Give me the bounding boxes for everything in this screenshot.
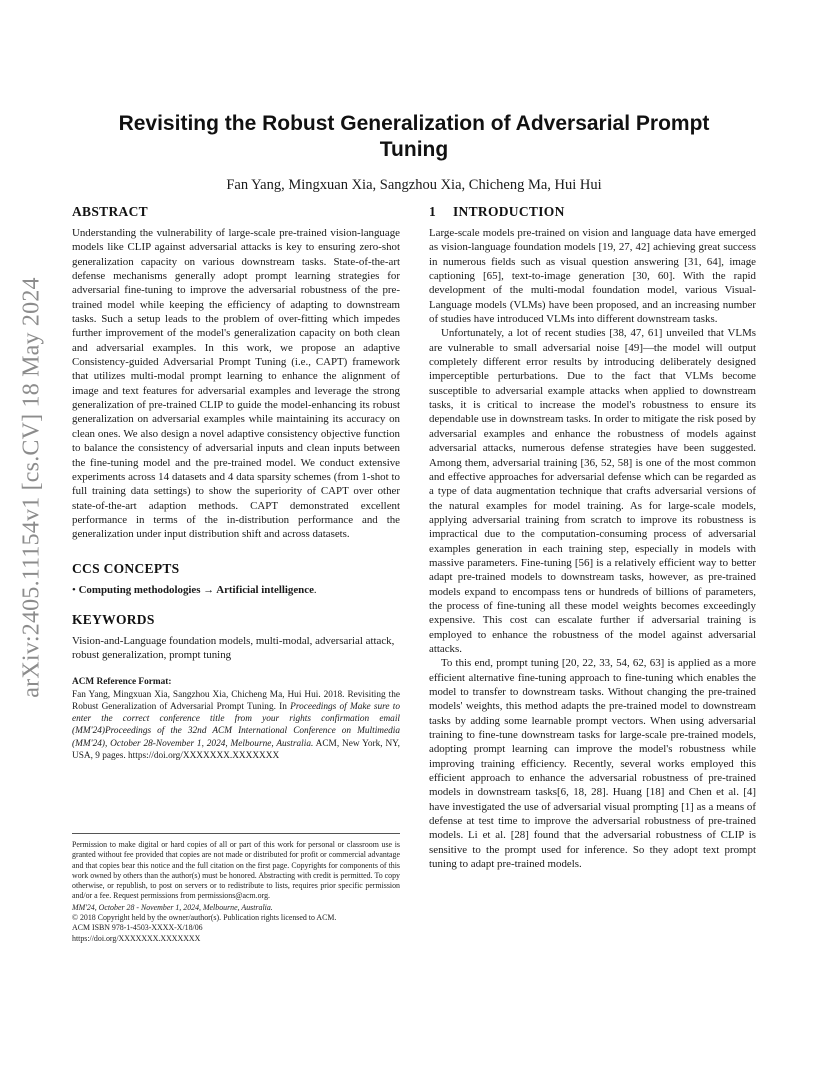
ccs-bullet: • (72, 583, 76, 596)
acm-reference-text (72, 689, 400, 763)
acm-reference-heading: ACM Reference Format: (72, 676, 172, 687)
ccs-trail: . (313, 583, 317, 596)
arxiv-identifier: arXiv:2405.11154v1 [cs.CV] 18 May 2024 (18, 276, 45, 698)
section-title: INTRODUCTION (453, 204, 565, 219)
introduction-body (429, 226, 756, 871)
conference-text: MM'24, October 28 - November 1, 2024, Melbourne, Australia. (72, 902, 273, 912)
copyright-line: © 2018 Copyright held by the owner/author(s). Publication rights licensed to ACM. (72, 913, 337, 923)
permission-notice: Permission to make digital or hard copies of all or part of this work for personal or classroom use is granted without fee provided that copies are not made or distributed for profit or commercial advantage and that copies bear this notice and the full citation on the first page. Copyrights for components of this work owned by others than the author(s) must be honored. Abstracting with credit is permitted. To copy otherwise, or republish, to post on servers or to redistribute to lists, requires prior specific permission and/or a fee. Request permissions from permissions@acm.org. (72, 840, 400, 901)
keywords-text: Vision-and-Language foundation models, multi-modal, adversarial attack, robust generalization, prompt tuning (72, 634, 395, 662)
acm-reference-tail: ACM, New York, NY, USA, 9 pages. https://doi.org/XXXXXXX.XXXXXXX (72, 738, 400, 762)
abstract-section (72, 203, 400, 542)
intro-paragraph: Large-scale models pre-trained on vision and language data have emerged as vision-language foundation models [19, 27, 42] achieving great success in numerous fields such as visual question answering [31, 64], image captioning [65], text-to-image generation [30, 60]. With the rapid development of the multi-modal foundation model, various Visual-Language models (VLMs) have been proposed, and an increasing number of studies have introduced VLMs into different downstream tasks. (429, 227, 756, 326)
acm-reference-section (72, 676, 400, 763)
author-list: Fan Yang, Mingxuan Xia, Sangzhou Xia, Chicheng Ma, Hui Hui (226, 177, 602, 193)
keywords-section (72, 611, 400, 663)
keywords-heading: KEYWORDS (72, 611, 155, 627)
left-column (72, 203, 400, 762)
intro-paragraph: To this end, prompt tuning [20, 22, 33, 54, 62, 63] is applied as a more efficient alternative fine-tuning approach to fine-tuning which enables the model to transfer to downstream tasks. Without changing the pre-trained models' weights, this method adapts the pre-trained model to downstream tasks by adding some learnable prompt vectors. When using adversarial training to fine-tune downstream tasks for large-scale pre-trained models, adopting prompt learning can improve the model's robustness while improving training efficiency. Recently, several works employed this efficient approach to enhance the adversarial robustness of pre-trained models in downstream tasks[6, 18, 28]. Huang [18] and Chen et al. [4] have investigated the use of adversarial visual prompting [1] as a means of defense at test time to improve the adversarial robustness of pre-trained models. Li et al. [28] found that the adversarial robustness of CLIP is sensitive to the prompt used for inference. So they adopt text prompt tuning to adapt pre-trained models. (429, 657, 756, 871)
right-column (429, 203, 756, 871)
paper-title: Revisiting the Robust Generalization of Adversarial Prompt Tuning (118, 112, 710, 161)
ccs-concept: Computing methodologies → Artificial intelligence (78, 583, 314, 596)
doi-line: https://doi.org/XXXXXXX.XXXXXXX (72, 933, 201, 943)
conference-note (72, 903, 400, 913)
abstract-heading: ABSTRACT (72, 204, 148, 219)
introduction-heading (429, 203, 756, 220)
isbn-line: ACM ISBN 978-1-4503-XXXX-X/18/06 (72, 923, 203, 933)
ccs-concepts-section (72, 560, 400, 597)
ccs-heading: CCS CONCEPTS (72, 560, 180, 576)
intro-paragraph: Unfortunately, a lot of recent studies [38, 47, 61] unveiled that VLMs are vulnerable to small adversarial noise [49]—the model will output completely different error results by introducing deliberately designed imperceptible perturbations. Due to the fact that VLMs become susceptible to adversarial example attacks when applied to downstream tasks, it is critical to increase the model's robustness to ensure its dependable use in downstream tasks. In order to mitigate the risk posed by adversarial examples and enhance the robustness of models against adversarial attacks, numerous defense strategies have been suggested. Among them, adversarial training [36, 52, 58] is one of the most common and effective approaches for adversarial defense which can be regarded as a type of data augmentation technique that crafts adversarial versions of the natural examples for model training. As for large-scale models, applying adversarial training from scratch to improve its robustness is impractical due to the computation-consuming process of adversarial examples generation in each training step, especially in models with massive parameters. Fine-tuning [56] is a relatively efficient way to better adapt pre-trained models to downstream tasks, however, as pre-trained models expand to encompass tens or hundreds of billions of parameters, the process of fine-tuning all these model weights becomes exceedingly expensive. This cost can escalate further if adversarial training is employed to enhance the robustness of the model against adversarial attacks. (429, 327, 756, 655)
section-number: 1 (429, 204, 437, 219)
ccs-item (72, 583, 400, 597)
introduction-section (429, 203, 756, 871)
acm-reference-lead: Fan Yang, Mingxuan Xia, Sangzhou Xia, Chicheng Ma, Hui Hui. 2018. Revisiting the Robust Generalization of Adversarial Prompt Tuning. In (72, 689, 400, 712)
copyright-footnote (72, 833, 400, 944)
acm-reference-venue: Proceedings of Make sure to enter the correct conference title from your rights confirmation email (MM'24)Proceedings of the 32nd ACM International Conference on Multimedia (MM'24), October 28-November 1, 2024, Melbourne, Australia. (72, 701, 400, 749)
abstract-text: Understanding the vulnerability of large-scale pre-trained vision-language models like CLIP against adversarial attacks is key to ensuring zero-shot generalization capacity on various downstream tasks. State-of-the-art defense mechanisms generally adopt prompt learning strategies for adversarial fine-tuning to improve the adversarial robustness of the pre-trained model while keeping the efficiency of adapting to downstream tasks. Such a setup leads to the problem of over-fitting which impedes further improvement of the model's generalization capacity on both clean and adversarial examples. In this work, we propose an adaptive Consistency-guided Adversarial Prompt Tuning (i.e., CAPT) framework that utilizes multi-modal prompt learning to enhance the alignment of image and text features for adversarial examples and leverage the strong generalization of pre-trained CLIP to guide the model-enhancing its robust generalization on adversarial examples while maintaining its accuracy on clean ones. We also design a novel adaptive consistency objective function to balance the consistency of adversarial inputs and clean inputs between the fine-tuning model and the pre-trained model. We conduct extensive experiments across 14 datasets and 4 data sparsity schemes (from 1-shot to full training data settings) to show the superiority of CAPT over other state-of-the-art adaption methods. CAPT demonstrated excellent performance in terms of the in-distribution performance and the generalization under input distribution shift and across datasets. (72, 227, 400, 541)
arxiv-stamp (16, 277, 48, 697)
